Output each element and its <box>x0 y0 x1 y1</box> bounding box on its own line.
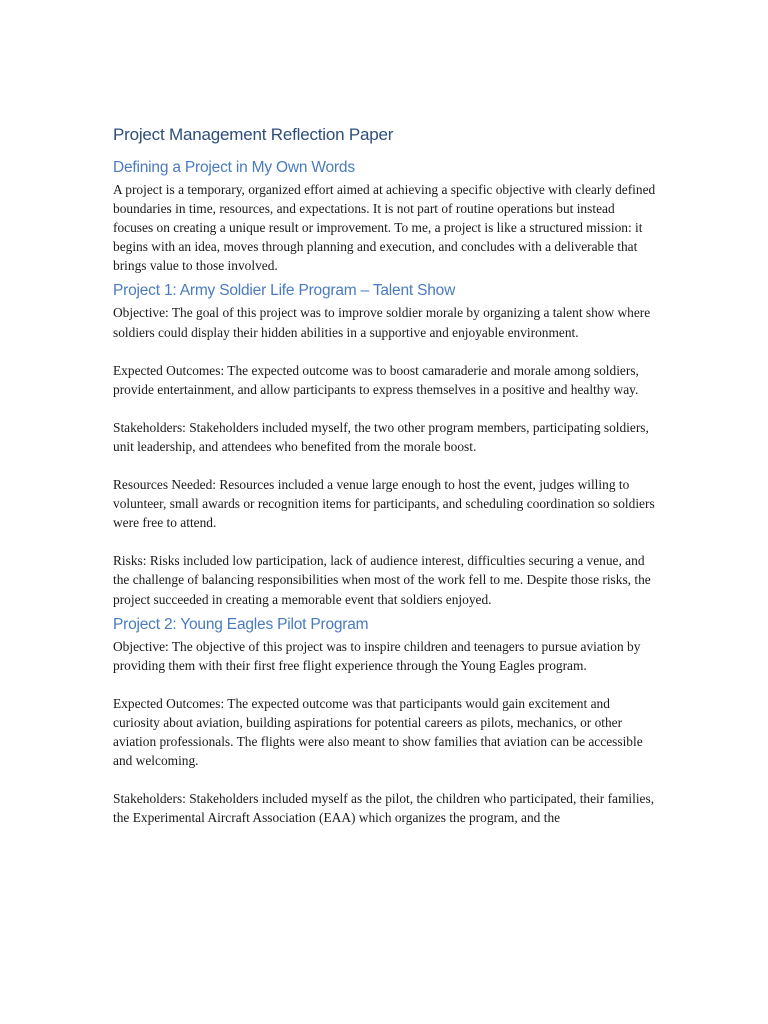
section-project-2 <box>113 615 658 828</box>
paragraph-expected-outcomes: Expected Outcomes: The expected outcome was that participants would gain excitement and curiosity about aviation, building aspirations for potential careers as pilots, mechanics, or other aviation professionals. The flights were also meant to show families that aviation can be accessible and welcoming. <box>113 695 643 769</box>
paragraph-objective: Objective: The goal of this project was to improve soldier morale by organizing a talent show where soldiers could display their hidden abilities in a supportive and enjoyable environment. <box>113 305 651 340</box>
paragraph-objective: Objective: The objective of this project was to inspire children and teenagers to pursue aviation by providing them with their first free flight experience through the Young Eagles program. <box>113 638 641 673</box>
paragraph-stakeholders: Stakeholders: Stakeholders included myself as the pilot, the children who participated, their families, the Experimental Aircraft Association (EAA) which organizes the program, and the <box>113 791 655 826</box>
paragraph-resources: Resources Needed: Resources included a venue large enough to host the event, judges willing to volunteer, small awards or recognition items for participants, and scheduling coordination so soldiers were free to attend. <box>113 477 655 531</box>
document-title: Project Management Reflection Paper <box>113 125 394 144</box>
paragraph-expected-outcomes: Expected Outcomes: The expected outcome was to boost camaraderie and morale among soldiers, provide entertainment, and allow participants to express themselves in a positive and healthy way. <box>113 362 639 397</box>
paragraph-stakeholders: Stakeholders: Stakeholders included myself, the two other program members, participating soldiers, unit leadership, and attendees who benefited from the morale boost. <box>113 419 649 454</box>
paragraph: A project is a temporary, organized effort aimed at achieving a specific objective with clearly defined boundaries in time, resources, and expectations. It is not part of routine operations but instead focuses on creating a unique result or improvement. To me, a project is like a structured mission: it begins with an idea, moves through planning and execution, and concludes with a deliverable that brings value to those involved. <box>113 182 656 274</box>
section-defining-project <box>113 158 658 275</box>
document-body <box>113 124 658 833</box>
section-heading: Project 2: Young Eagles Pilot Program <box>113 615 369 633</box>
section-heading: Defining a Project in My Own Words <box>113 159 355 176</box>
paragraph-risks: Risks: Risks included low participation, lack of audience interest, difficulties securing a venue, and the challenge of balancing responsibilities when most of the work fell to me. Despite those risks, the project succeeded in creating a memorable event that soldiers enjoyed. <box>113 553 651 607</box>
section-heading: Project 1: Army Soldier Life Program – Talent Show <box>113 282 456 300</box>
section-project-1 <box>113 281 658 608</box>
